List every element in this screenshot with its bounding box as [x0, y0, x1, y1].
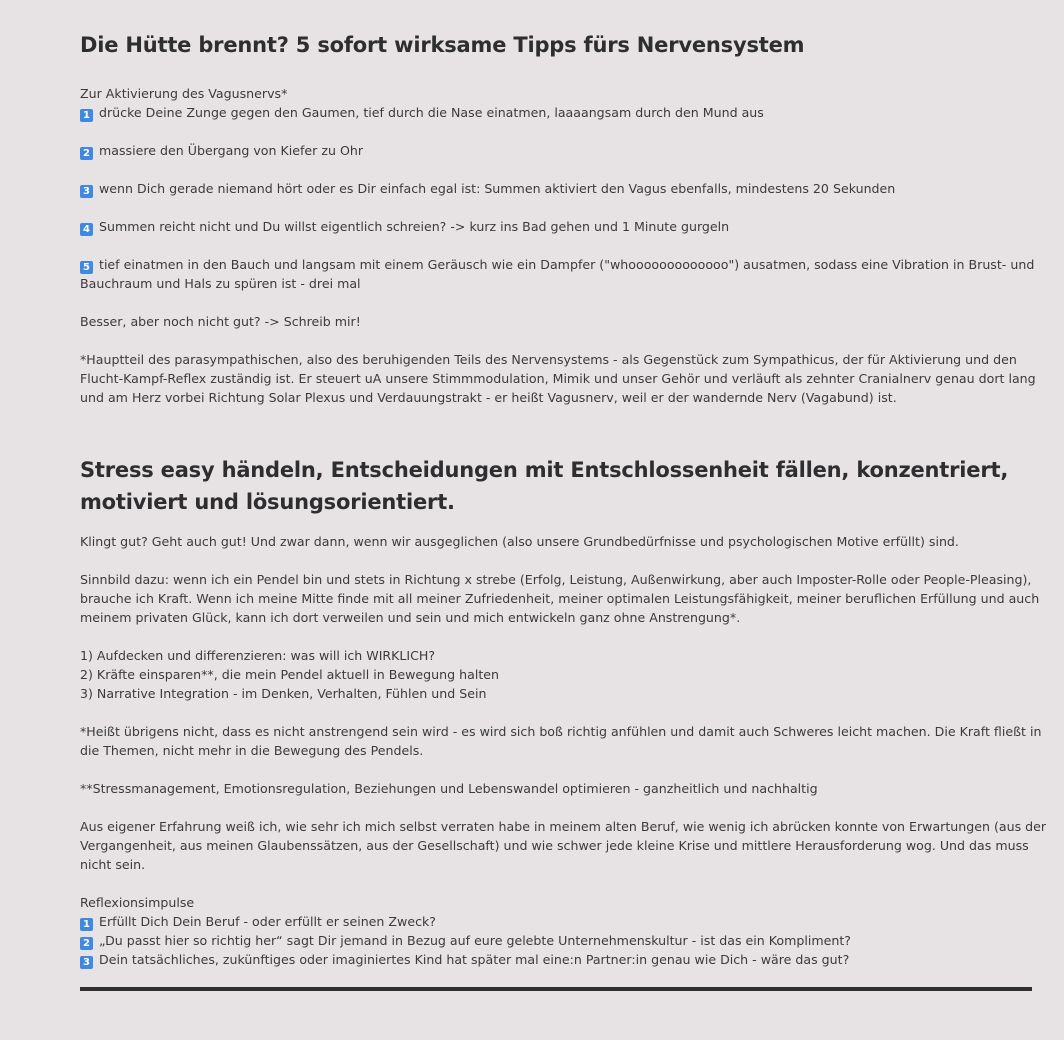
intro-text: Zur Aktivierung des Vagusnervs*	[80, 86, 288, 101]
footnote-line: Flucht-Kampf-Reflex zuständig ist. Er steuert uA unsere Stimmmodulation, Mimik und unser Gehör und verläuft als zehnter Cranialnerv genau dort lang	[80, 371, 1036, 386]
footnote-line: und am Herz vorbei Richtung Solar Plexus und Verdauungstrakt - er heißt Vagusnerv, weil er der wandernde Nerv (Vagabund) ist.	[80, 390, 897, 405]
keycap-3-icon: 3	[80, 185, 93, 198]
title-line: motiviert und lösungsorientiert.	[80, 490, 455, 514]
paragraph-intro: Klingt gut? Geht auch gut! Und zwar dann, wenn wir ausgeglichen (also unsere Grundbedürfnisse und psychologischen Motive erfüllt) sind.	[80, 534, 959, 549]
paragraph-line: Vergangenheit, aus meinen Glaubenssätzen, aus der Gesellschaft) und wie schwer jede kleine Krise und mittlere Herausforderung wog. Und das muss	[80, 838, 1029, 853]
tip-text-line: tief einatmen in den Bauch und langsam mit einem Geräusch wie ein Dampfer ("whooooooooooooo") ausatmen, sodass eine Vibration in Brust- und	[99, 257, 1035, 272]
step-item: 1) Aufdecken und differenzieren: was will ich WIRKLICH?	[80, 648, 436, 663]
footnote-line: *Heißt übrigens nicht, dass es nicht anstrengend sein wird - es wird sich boß richtig anfühlen und damit auch Schweres leicht machen. Die Kraft fließt in	[80, 724, 1042, 739]
tip-text: wenn Dich gerade niemand hört oder es Dir einfach egal ist: Summen aktiviert den Vagus ebenfalls, mindestens 20 Sekunden	[99, 181, 896, 196]
paragraph-line: meinem privaten Glück, kann ich dort verweilen und sein und mich entwickeln ganz ohne Anstrengung*.	[80, 610, 741, 625]
keycap-5-icon: 5	[80, 261, 93, 274]
footnote-line: die Themen, nicht mehr in die Bewegung des Pendels.	[80, 743, 424, 758]
title-line: Stress easy händeln, Entscheidungen mit Entschlossenheit fällen, konzentriert,	[80, 458, 1009, 482]
footnote-vagus	[80, 350, 1036, 407]
divider-rule	[80, 987, 1032, 991]
keycap-4-icon: 4	[80, 223, 93, 236]
footnote-anstrengung	[80, 722, 1042, 760]
steps-list	[80, 646, 1032, 703]
post-title-stress	[80, 454, 1032, 518]
paragraph-line: nicht sein.	[80, 857, 146, 872]
reflection-item	[80, 931, 1032, 950]
reflection-text: Dein tatsächliches, zukünftiges oder imaginiertes Kind hat später mal eine:n Partner:in genau wie Dich - wäre das gut?	[99, 952, 850, 967]
paragraph-pendel	[80, 570, 1040, 627]
keycap-2-icon: 2	[80, 937, 93, 950]
paragraph-line: Aus eigener Erfahrung weiß ich, wie sehr ich mich selbst verraten habe in meinem alten Beruf, wie wenig ich abrücken konnte von Erwartungen (aus der	[80, 819, 1047, 834]
tip-item	[80, 255, 1035, 293]
tip-item	[80, 217, 1032, 236]
tip-text: massiere den Übergang von Kiefer zu Ohr	[99, 143, 364, 158]
post-title-nervensystem: Die Hütte brennt? 5 sofort wirksame Tipps fürs Nervensystem	[80, 33, 805, 57]
footnote-line: *Hauptteil des parasympathischen, also des beruhigenden Teils des Nervensystems - als Gegenstück zum Sympathicus, der für Aktivierung und den	[80, 352, 1017, 367]
tip-text: Summen reicht nicht und Du willst eigentlich schreien? -> kurz ins Bad gehen und 1 Minute gurgeln	[99, 219, 730, 234]
step-item: 2) Kräfte einsparen**, die mein Pendel aktuell in Bewegung halten	[80, 667, 499, 682]
paragraph-line: Sinnbild dazu: wenn ich ein Pendel bin und stets in Richtung x strebe (Erfolg, Leistung, Außenwirkung, aber auch Imposter-Rolle oder People-Pleasing),	[80, 572, 1032, 587]
tip-text-line: Bauchraum und Hals zu spüren ist - drei mal	[80, 276, 361, 291]
reflection-title: Reflexionsimpulse	[80, 895, 195, 910]
footnote-stressmanagement: **Stressmanagement, Emotionsregulation, Beziehungen und Lebenswandel optimieren - ganzheitlich und nachhaltig	[80, 781, 818, 796]
tip-item	[80, 141, 1032, 160]
keycap-1-icon: 1	[80, 109, 93, 122]
paragraph-experience	[80, 817, 1047, 874]
keycap-3-icon: 3	[80, 956, 93, 969]
tip-item	[80, 103, 1032, 122]
keycap-1-icon: 1	[80, 918, 93, 931]
reflection-text: Erfüllt Dich Dein Beruf - oder erfüllt er seinen Zweck?	[99, 914, 436, 929]
tip-item	[80, 179, 1032, 198]
tip-text: drücke Deine Zunge gegen den Gaumen, tief durch die Nase einatmen, laaaangsam durch den Mund aus	[99, 105, 764, 120]
keycap-2-icon: 2	[80, 147, 93, 160]
reflection-item	[80, 950, 1032, 969]
paragraph-line: brauche ich Kraft. Wenn ich meine Mitte finde mit all meiner Zufriedenheit, meiner optimalen Leistungsfähigkeit, meiner beruflichen Erfüllung und auch	[80, 591, 1040, 606]
step-item: 3) Narrative Integration - im Denken, Verhalten, Fühlen und Sein	[80, 686, 487, 701]
reflection-item	[80, 912, 1032, 931]
call-to-action: Besser, aber noch nicht gut? -> Schreib mir!	[80, 314, 361, 329]
reflection-list	[80, 893, 1032, 969]
reflection-text: „Du passt hier so richtig her“ sagt Dir jemand in Bezug auf eure gelebte Unternehmenskultur - ist das ein Kompliment?	[99, 933, 851, 948]
